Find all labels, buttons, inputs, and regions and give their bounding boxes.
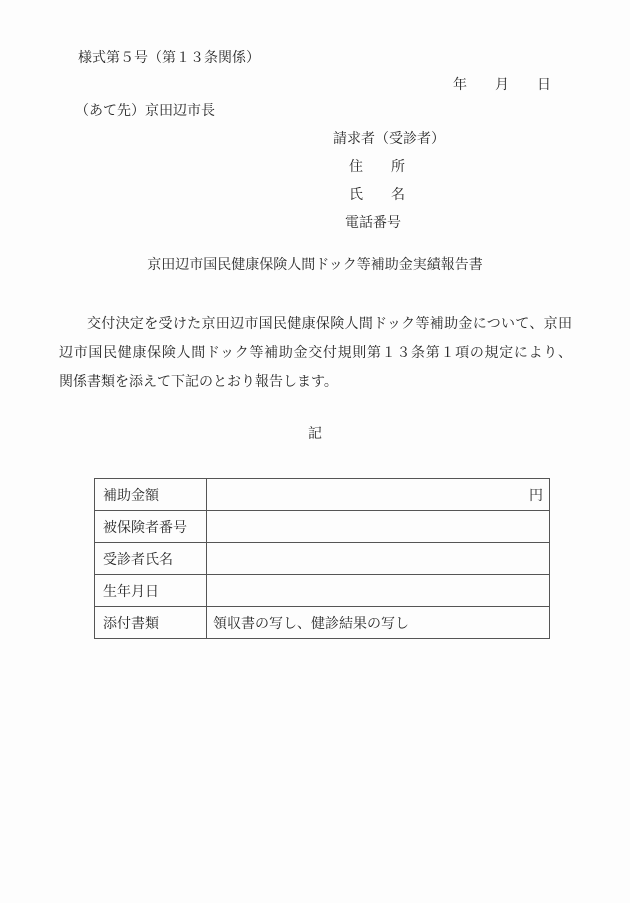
row-value-attachments: 領収書の写し、健診結果の写し: [207, 607, 550, 639]
document-title: 京田辺市国民健康保険人間ドック等補助金実績報告書: [147, 258, 483, 273]
body-paragraph: [59, 310, 572, 397]
addressee-line: （あて先）京田辺市長: [75, 104, 215, 119]
row-value-examinee-name: [207, 543, 550, 575]
claimant-heading: 請求者（受診者）: [333, 132, 445, 147]
row-value-subsidy-amount: 円: [207, 479, 550, 511]
report-detail-table: [94, 478, 550, 639]
claimant-phone-label: 電話番号: [345, 216, 401, 231]
form-number-line: 様式第５号（第１３条関係）: [78, 51, 260, 66]
table-row-birth-date: [95, 575, 550, 607]
row-label-examinee-name: 受診者氏名: [95, 543, 207, 575]
claimant-address-label: 住 所: [349, 160, 405, 175]
row-value-insured-number: [207, 511, 550, 543]
body-line-1: 交付決定を受けた京田辺市国民健康保険人間ドック等補助金について、京田: [87, 317, 572, 332]
row-label-birth-date: 生年月日: [95, 575, 207, 607]
record-heading: 記: [308, 427, 322, 442]
table-row-insured-number: [95, 511, 550, 543]
table-row-examinee-name: [95, 543, 550, 575]
claimant-name-label: 氏 名: [349, 188, 405, 203]
row-value-birth-date: [207, 575, 550, 607]
body-line-3: 関係書類を添えて下記のとおり報告します。: [59, 375, 338, 390]
row-label-subsidy-amount: 補助金額: [95, 479, 207, 511]
row-label-insured-number: 被保険者番号: [95, 511, 207, 543]
table-row-attachments: [95, 607, 550, 639]
table-row-subsidy-amount: [95, 479, 550, 511]
body-line-2: 辺市国民健康保険人間ドック等補助金交付規則第１３条第１項の規定により、: [59, 346, 572, 361]
date-line: 年 月 日: [453, 78, 551, 93]
row-label-attachments: 添付書類: [95, 607, 207, 639]
